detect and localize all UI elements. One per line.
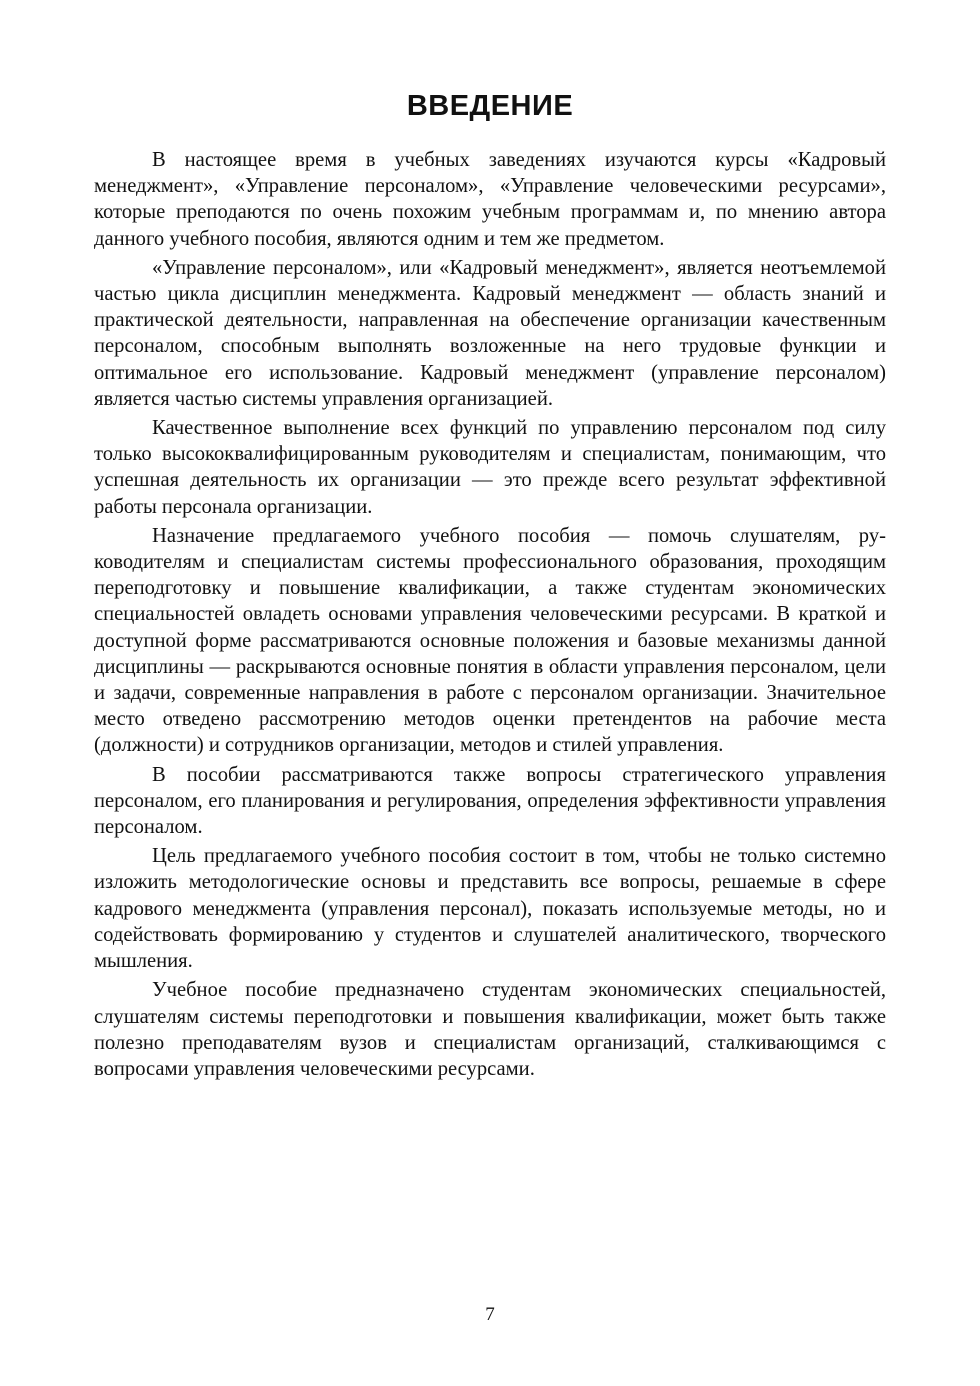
page-number: 7 [485,1304,495,1325]
paragraph-1: В настоящее время в учебных заведениях изучаются курсы «Кадровый менеджмент», «Управление персоналом», «Управление человеческими ресурсами», которые преподаются по очень похожим учебным программам и, по мнению автора данного учебного пособия, являются одним и тем же предметом. [94,149,886,250]
paragraph-2: «Управление персоналом», или «Кадровый менеджмент», является неотъемлемой частью цикла дисциплин менеджмента. Кадровый менеджмент — область знаний и практической деятельности, направленная на обеспечение организации качественным персоналом, способным выполнять возложенные на него трудовые функции и оптимальное его использование. Кадровый менеджмент (управление персоналом) является частью системы управления организацией. [94,256,886,410]
paragraph-7: Учебное пособие предназначено студентам экономических специальностей, слушателям системы переподготовки и повышения квалификации, может быть также полезно преподавателям вузов и специалистам организаций, сталкивающимся с вопросами управления человеческими ресурсами. [94,979,886,1080]
page-title: ВВЕДЕНИЕ [406,90,574,122]
paragraph-4: Назначение предлагаемого учебного пособия — помочь слушателям, руководителям и специалистам системы профессионального образования, проходящим переподготовку и повышение квалификации, а также студентам экономических специальностей овладеть основами управления человеческими ресурсами. В краткой и доступной форме рассматриваются основные положения и базовые механизмы данной дисциплины — раскрываются основные понятия в области управления персоналом, цели и задачи, современные направления в работе с персоналом организации. Значительное место отведено рассмотрению методов оценки претендентов на рабочие места (должности) и сотрудников организации, методов и стилей управления. [94,524,886,757]
paragraph-6: Цель предлагаемого учебного пособия состоит в том, чтобы не только системно изложить методологические основы и представить все вопросы, решаемые в сфере кадрового менеджмента (управления персонал), показать используемые методы, но и содействовать формированию у студентов и слушателей аналитического, творческого мышления. [94,845,886,973]
paragraph-3: Качественное выполнение всех функций по управлению персоналом под силу только высококвалифицированным руководителям и специалистам, понимающим, что успешная деятельность их организации — это прежде всего результат эффективной работы персонала организации. [94,417,886,518]
body-text [94,147,886,1085]
paragraph-5: В пособии рассматриваются также вопросы стратегического управления персоналом, его планирования и регулирования, определения эффективности управления персоналом. [94,763,886,839]
